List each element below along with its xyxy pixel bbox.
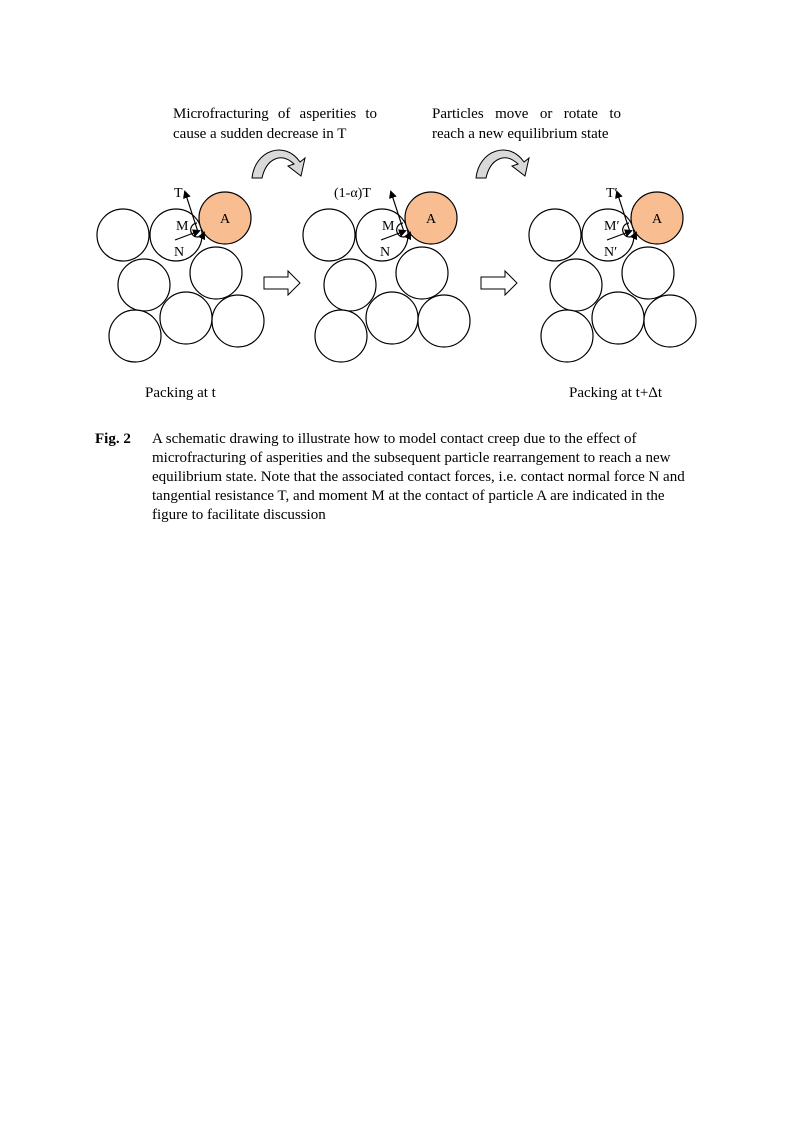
particle-a-label: A bbox=[425, 212, 437, 227]
label-m: M bbox=[176, 219, 189, 234]
transition-arrow-1 bbox=[264, 271, 300, 295]
process-arrow-1 bbox=[252, 150, 305, 178]
label-n: N bbox=[174, 245, 185, 260]
transition-arrow-2 bbox=[481, 271, 517, 295]
label-t: T′ bbox=[606, 186, 618, 201]
packing-panel-intermediate bbox=[303, 186, 470, 362]
figure-caption bbox=[95, 430, 685, 525]
particle-a-label: A bbox=[219, 212, 231, 227]
label-t: T bbox=[174, 186, 183, 201]
particle-a-label: A bbox=[651, 212, 663, 227]
packing-label-t-plus-dt: Packing at t+Δt bbox=[569, 385, 663, 401]
label-m: M bbox=[382, 219, 395, 234]
label-t: (1-α)T bbox=[334, 186, 371, 201]
annotation-microfracturing bbox=[173, 104, 377, 144]
annotation-rearrangement bbox=[432, 104, 621, 144]
label-m: M′ bbox=[604, 219, 620, 234]
process-arrow-2 bbox=[476, 150, 529, 178]
packing-panel-t bbox=[97, 186, 264, 362]
figure-2-drawing bbox=[0, 0, 793, 420]
packing-panel-t-plus-dt bbox=[529, 186, 696, 362]
label-n: N′ bbox=[604, 245, 618, 260]
caption-text: A schematic drawing to illustrate how to model contact creep due to the effect of microfracturing of asperities and the subsequent particle rearrangement to reach a new equilibrium state. Note that the associated contact forces, i.e. contact normal force N and tangential resistance T, and moment M at the contact of particle A are indicated in the figure to facilitate discussion bbox=[152, 431, 685, 523]
annotation-line: Microfracturing of asperities to bbox=[173, 106, 377, 122]
annotation-line: cause a sudden decrease in T bbox=[173, 126, 347, 142]
figure-label: Fig. 2 bbox=[95, 431, 131, 447]
packing-label-t: Packing at t bbox=[145, 385, 216, 401]
figure-2 bbox=[0, 0, 793, 420]
label-n: N bbox=[380, 245, 391, 260]
annotation-line: Particles move or rotate to bbox=[432, 106, 621, 122]
annotation-line: reach a new equilibrium state bbox=[432, 126, 609, 142]
